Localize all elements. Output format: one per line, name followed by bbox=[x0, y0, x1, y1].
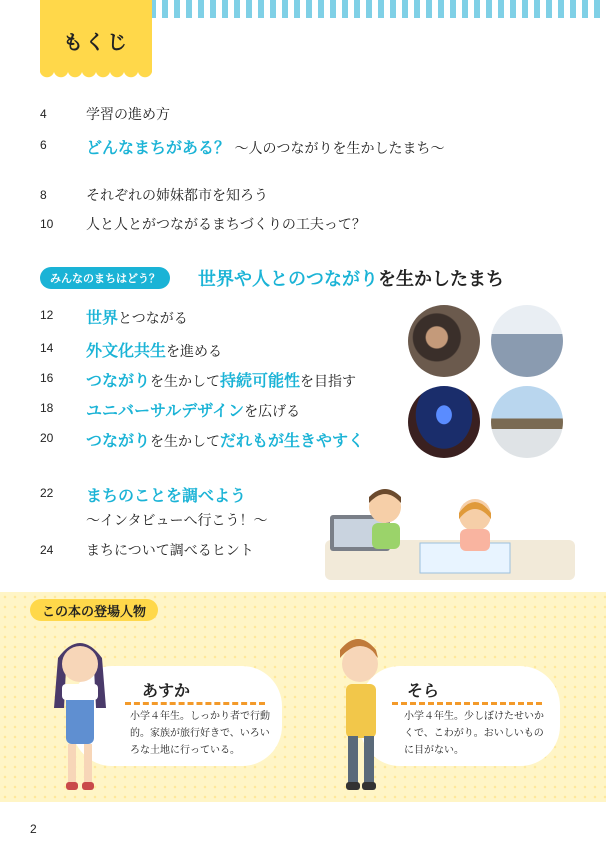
toc-page: 12 bbox=[40, 308, 54, 322]
asuka-description: 小学４年生。しっかり者で行動的。家族が旅行好きで、いろいろな土地に行っている。 bbox=[130, 711, 270, 756]
toc-title bbox=[86, 428, 364, 451]
toc-text: を広げる bbox=[244, 404, 301, 420]
section-pill: みんなのまちはどう？ bbox=[40, 267, 170, 289]
toc-highlight: 外文化共生 bbox=[86, 341, 167, 360]
toc-highlight: つながり bbox=[86, 431, 151, 450]
section-title bbox=[198, 265, 504, 291]
sora-name: そら bbox=[407, 681, 440, 700]
sora-description: 小学４年生。少しぼけたせいかくで、こわがり。おいしいものに目がない。 bbox=[404, 711, 544, 756]
asuka-divider bbox=[125, 702, 265, 705]
toc-title: まちについて調べるヒント bbox=[86, 543, 254, 559]
toc-highlight: ユニバーサルデザイン bbox=[86, 401, 245, 420]
toc-text: を生かして bbox=[150, 434, 221, 450]
toc-text-2: を目指す bbox=[300, 374, 357, 390]
page-number: 2 bbox=[30, 822, 37, 836]
toc-title bbox=[86, 368, 356, 391]
photo-people bbox=[408, 305, 480, 377]
toc-title bbox=[86, 135, 444, 158]
photo-field bbox=[491, 386, 563, 458]
toc-highlight: つながり bbox=[86, 371, 151, 390]
toc-text: とつながる bbox=[118, 311, 188, 327]
kids-illustration bbox=[320, 485, 580, 585]
asuka-name: あすか bbox=[142, 681, 191, 700]
toc-highlight-2: 持続可能性 bbox=[220, 371, 301, 390]
toc-page: 18 bbox=[40, 401, 54, 415]
toc-text: を生かして bbox=[150, 374, 221, 390]
toc-row[interactable] bbox=[0, 185, 606, 207]
toc-title: 学習の進め方 bbox=[86, 107, 170, 123]
toc-subtitle: 〜インタビューへ行こう！〜 bbox=[86, 513, 268, 529]
header-stripe bbox=[150, 0, 606, 18]
asuka-figure bbox=[40, 628, 120, 798]
section-title-highlight: 世界や人とのつながり bbox=[198, 269, 378, 290]
toc-title: 人と人とがつながるまちづくりの工夫って？ bbox=[86, 217, 366, 233]
toc-row[interactable] bbox=[0, 135, 606, 157]
sora-figure bbox=[318, 628, 398, 798]
toc-highlight: どんなまちがある？ bbox=[86, 138, 231, 157]
toc-subtitle: 〜人のつながりを生かしたまち〜 bbox=[234, 141, 445, 157]
toc-row[interactable] bbox=[0, 214, 606, 236]
toc-page: 20 bbox=[40, 431, 54, 445]
toc-page: 22 bbox=[40, 486, 54, 500]
toc-title: それぞれの姉妹都市を知ろう bbox=[86, 188, 268, 204]
toc-page: 16 bbox=[40, 371, 54, 385]
photo-theater bbox=[408, 386, 480, 458]
toc-page: 14 bbox=[40, 341, 54, 355]
toc-page: 4 bbox=[40, 107, 47, 121]
toc-page: 6 bbox=[40, 138, 47, 152]
toc-title bbox=[86, 398, 300, 421]
section-title-rest: を生かしたまち bbox=[378, 269, 504, 290]
toc-highlight: まちのことを調べよう bbox=[86, 486, 247, 505]
sora-divider bbox=[392, 702, 542, 705]
toc-highlight-2: だれもが生きやすく bbox=[220, 431, 365, 450]
toc-title bbox=[86, 338, 222, 361]
toc-page: 10 bbox=[40, 217, 54, 231]
toc-title bbox=[86, 483, 246, 506]
toc-row[interactable] bbox=[0, 104, 606, 126]
toc-highlight: 世界 bbox=[86, 308, 119, 327]
contents-tab bbox=[40, 0, 152, 70]
toc-text: を進める bbox=[166, 344, 223, 360]
toc-title bbox=[86, 305, 188, 328]
photo-classroom bbox=[491, 305, 563, 377]
characters-heading: この本の登場人物 bbox=[30, 599, 158, 621]
toc-page: 24 bbox=[40, 543, 54, 557]
page-title: もくじ bbox=[63, 29, 129, 54]
toc-page: 8 bbox=[40, 188, 47, 202]
